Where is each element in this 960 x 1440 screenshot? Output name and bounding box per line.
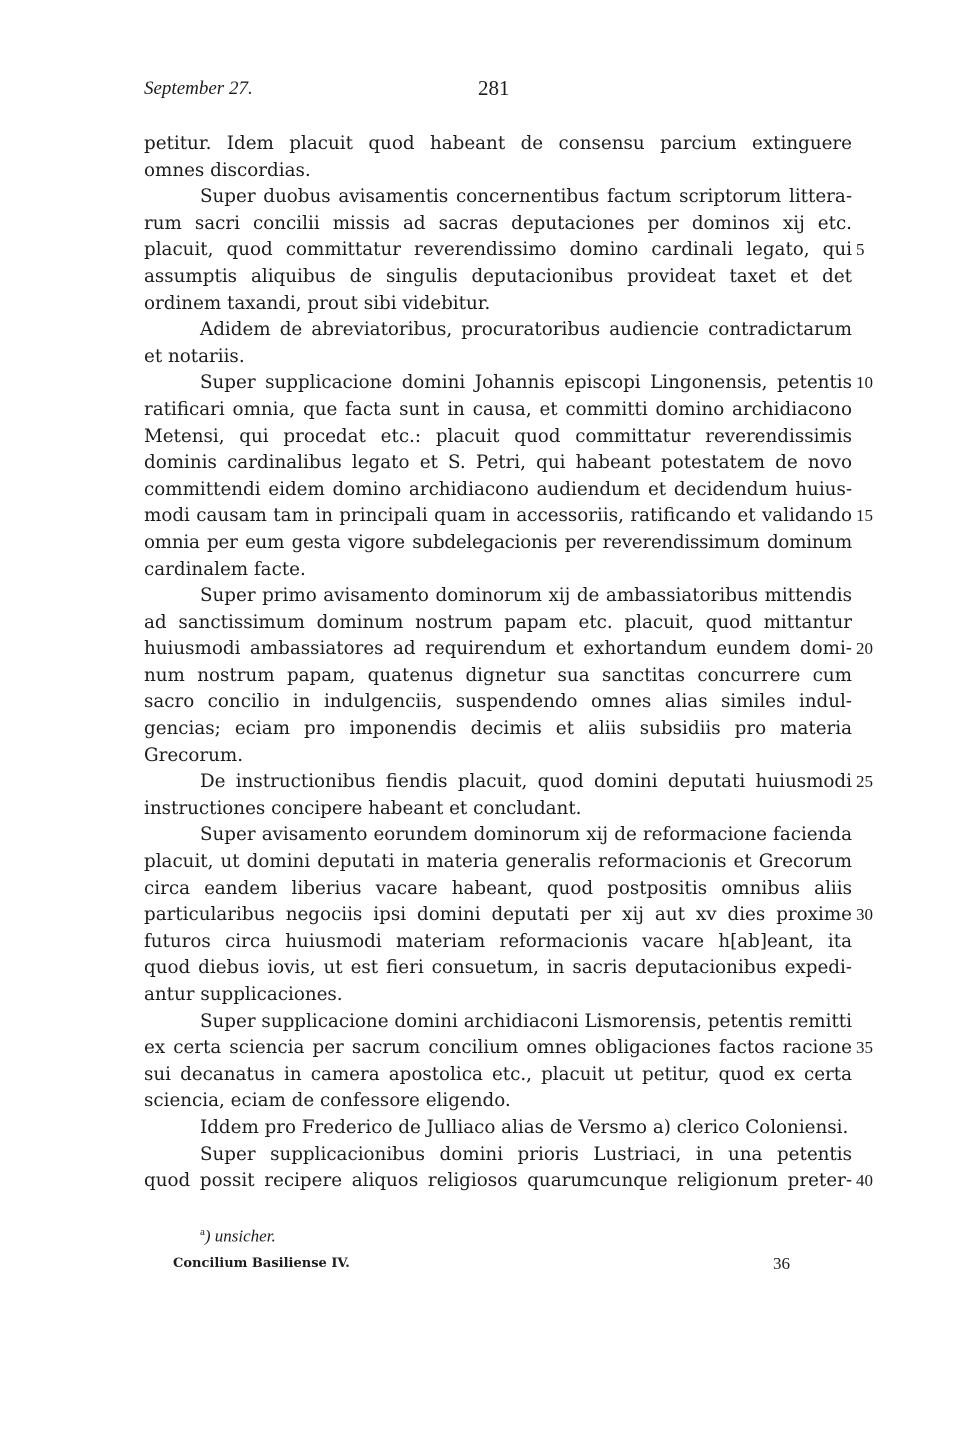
text-line: ex certa sciencia per sacrum concilium omnes obligaciones factos racione — [144, 1037, 852, 1059]
text-line: Adidem de abreviatoribus, procuratoribus audiencie contradictarum — [200, 319, 852, 341]
text-line: quod diebus iovis, ut est fieri consuetum, in sacris deputacionibus expedi- — [144, 957, 852, 979]
running-header-date: September 27. — [144, 78, 253, 99]
text-line: quod possit recipere aliquos religiosos quarumcunque religionum preter- — [144, 1170, 852, 1192]
text-line: cardinalem facte. — [144, 558, 306, 580]
text-line: Super supplicacione domini Johannis episcopi Lingonensis, petentis — [200, 372, 852, 394]
text-line: De instructionibus fiendis placuit, quod domini deputati huiusmodi — [200, 771, 852, 793]
text-line: huiusmodi ambassiatores ad requirendum et exhortandum eundem domi- — [144, 638, 852, 660]
text-line: dominis cardinalibus legato et S. Petri, qui habeant potestatem de novo — [144, 452, 852, 474]
text-line: sui decanatus in camera apostolica etc., placuit ut petitur, quod ex certa — [144, 1063, 852, 1085]
text-line: futuros circa huiusmodi materiam reformacionis vacare h[ab]eant, ita — [144, 930, 852, 952]
text-line: ad sanctissimum dominum nostrum papam etc. placuit, quod mittantur — [144, 611, 852, 633]
text-line: antur supplicaciones. — [144, 984, 343, 1005]
text-line: committendi eidem domino archidiacono audiendum et decidendum huius- — [144, 478, 852, 500]
line-number: 15 — [856, 506, 873, 526]
body-text — [144, 131, 852, 1195]
text-line: num nostrum papam, quatenus dignetur sua sanctitas concurrere cum — [144, 664, 852, 686]
footnote-text: ) unsicher. — [204, 1226, 276, 1246]
text-line: gencias; eciam pro imponendis decimis et aliis subsidiis pro materia — [144, 718, 852, 740]
text-line: ordinem taxandi, prout sibi videbitur. — [144, 292, 491, 314]
text-line: Grecorum. — [144, 744, 244, 766]
text-line: modi causam tam in principali quam in accessoriis, ratificando et validando — [144, 505, 852, 527]
text-line: petitur. Idem placuit quod habeant de consensu parcium extinguere — [144, 133, 852, 154]
text-line: sciencia, eciam de confessore eligendo. — [144, 1090, 511, 1112]
text-line: sacro concilio in indulgenciis, suspendendo omnes alias similes indul- — [144, 691, 852, 713]
footer-signature-mark: 36 — [773, 1254, 790, 1273]
footnote-marker: a — [200, 1226, 205, 1238]
line-number: 5 — [856, 240, 865, 260]
page-number: 281 — [478, 76, 510, 100]
text-line: placuit, quod committatur reverendissimo domino cardinali legato, qui — [144, 239, 852, 261]
text-line: assumptis aliquibus de singulis deputacionibus provideat taxet et det — [144, 265, 852, 287]
line-number: 35 — [856, 1038, 873, 1058]
text-line: Super primo avisamento dominorum xij de ambassiatoribus mittendis — [200, 585, 852, 607]
text-line: circa eandem liberius vacare habeant, quod postpositis omnibus aliis — [144, 877, 852, 899]
text-line: Super duobus avisamentis concernentibus factum scriptorum littera- — [200, 186, 852, 208]
text-line: rum sacri concilii missis ad sacras deputaciones per dominos xij etc. — [144, 212, 852, 234]
footer-series-title: Concilium Basiliense IV. — [173, 1256, 350, 1271]
text-line: Super avisamento eorundem dominorum xij de reformacione facienda — [200, 824, 852, 846]
text-line: Super supplicacione domini archidiaconi Lismorensis, petentis remitti — [200, 1010, 852, 1032]
text-line: Super supplicacionibus domini prioris Lustriaci, in una petentis — [200, 1143, 852, 1165]
text-line: particularibus negociis ipsi domini deputati per xij aut xv dies proxime — [144, 904, 852, 926]
text-line: et notariis. — [144, 345, 245, 367]
text-line: ratificari omnia, que facta sunt in causa, et committi domino archidiacono — [144, 398, 852, 420]
footnote — [200, 1226, 276, 1247]
line-number: 30 — [856, 905, 873, 925]
line-number: 20 — [856, 639, 873, 659]
line-number: 40 — [856, 1171, 873, 1191]
text-line: Iddem pro Frederico de Julliaco alias de Versmo a) clerico Coloniensi. — [200, 1116, 849, 1138]
line-number: 25 — [856, 772, 873, 792]
text-line: instructiones concipere habeant et concludant. — [144, 797, 582, 819]
text-line: omnes discordias. — [144, 159, 311, 181]
text-line: Metensi, qui procedat etc.: placuit quod committatur reverendissimis — [144, 425, 852, 447]
text-line: placuit, ut domini deputati in materia generalis reformacionis et Grecorum — [144, 851, 852, 873]
text-line: omnia per eum gesta vigore subdelegacionis per reverendissimum dominum — [144, 531, 852, 553]
line-number: 10 — [856, 373, 873, 393]
